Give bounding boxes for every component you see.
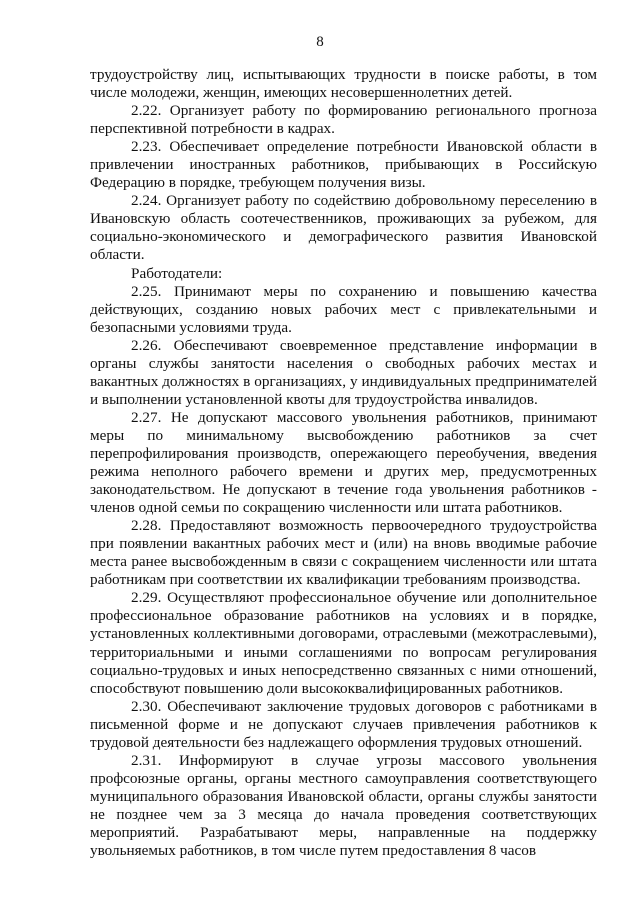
document-body xyxy=(90,66,597,860)
paragraph-2-29: 2.29. Осуществляют профессиональное обучение или дополнительное профессиональное образование работников на условиях и в порядке, установленных коллективными договорами, отраслевыми (межотраслевыми), территориальными и иными соглашениями по вопросам регулирования социально-трудовых и иных непосредственно связанных с ними отношений, способствуют повышению доли высококвалифицированных работников. xyxy=(90,589,597,697)
paragraph-2-23: 2.23. Обеспечивает определение потребности Ивановской области в привлечении иностранных работников, прибывающих в Российскую Федерацию в порядке, требующем получения визы. xyxy=(90,138,597,192)
paragraph-2-22: 2.22. Организует работу по формированию регионального прогноза перспективной потребности в кадрах. xyxy=(90,102,597,138)
paragraph-2-30: 2.30. Обеспечивают заключение трудовых договоров с работниками в письменной форме и не допускают случаев привлечения работников к трудовой деятельности без надлежащего оформления трудовых отношений. xyxy=(90,697,597,751)
paragraph-2-31: 2.31. Информируют в случае угрозы массового увольнения профсоюзные органы, органы местного самоуправления соответствующего муниципального образования Ивановской области, органы службы занятости не позднее чем за 3 месяца до начала проведения соответствующих мероприятий. Разрабатывают меры, направленные на поддержку увольняемых работников, в том числе путем предоставления 8 часов xyxy=(90,751,597,860)
paragraph-employment-continuation: трудоустройству лиц, испытывающих трудности в поиске работы, в том числе молодежи, женщин, имеющих несовершеннолетних детей. xyxy=(90,66,597,102)
paragraph-2-28: 2.28. Предоставляют возможность первоочередного трудоустройства при появлении вакантных рабочих мест и (или) на вновь вводимые рабочие места ранее высвобожденным в связи с сокращением численности или штата работникам при соответствии их квалификации требованиям производства. xyxy=(90,517,597,589)
paragraph-2-26: 2.26. Обеспечивают своевременное представление информации в органы службы занятости населения о свободных рабочих местах и вакантных должностях в организациях, у индивидуальных предпринимателей и выполнении установленной квоты для трудоустройства инвалидов. xyxy=(90,336,597,408)
paragraph-2-25: 2.25. Принимают меры по сохранению и повышению качества действующих, созданию новых рабочих мест с привлекательными и безопасными условиями труда. xyxy=(90,282,597,336)
paragraph-2-27: 2.27. Не допускают массового увольнения работников, принимают меры по минимальному высвобождению работников за счет перепрофилирования производств, опережающего переобучения, введения режима неполного рабочего времени и других мер, предусмотренных законодательством. Не допускают в течение года увольнения работников - членов одной семьи по сокращению численности или штата работников. xyxy=(90,408,597,517)
page-number: 8 xyxy=(316,34,324,50)
section-heading-employers: Работодатели: xyxy=(131,264,223,282)
paragraph-2-24: 2.24. Организует работу по содействию добровольному переселению в Ивановскую область соотечественников, проживающих за рубежом, для социально-экономического и демографического развития Ивановской области. xyxy=(90,192,597,264)
